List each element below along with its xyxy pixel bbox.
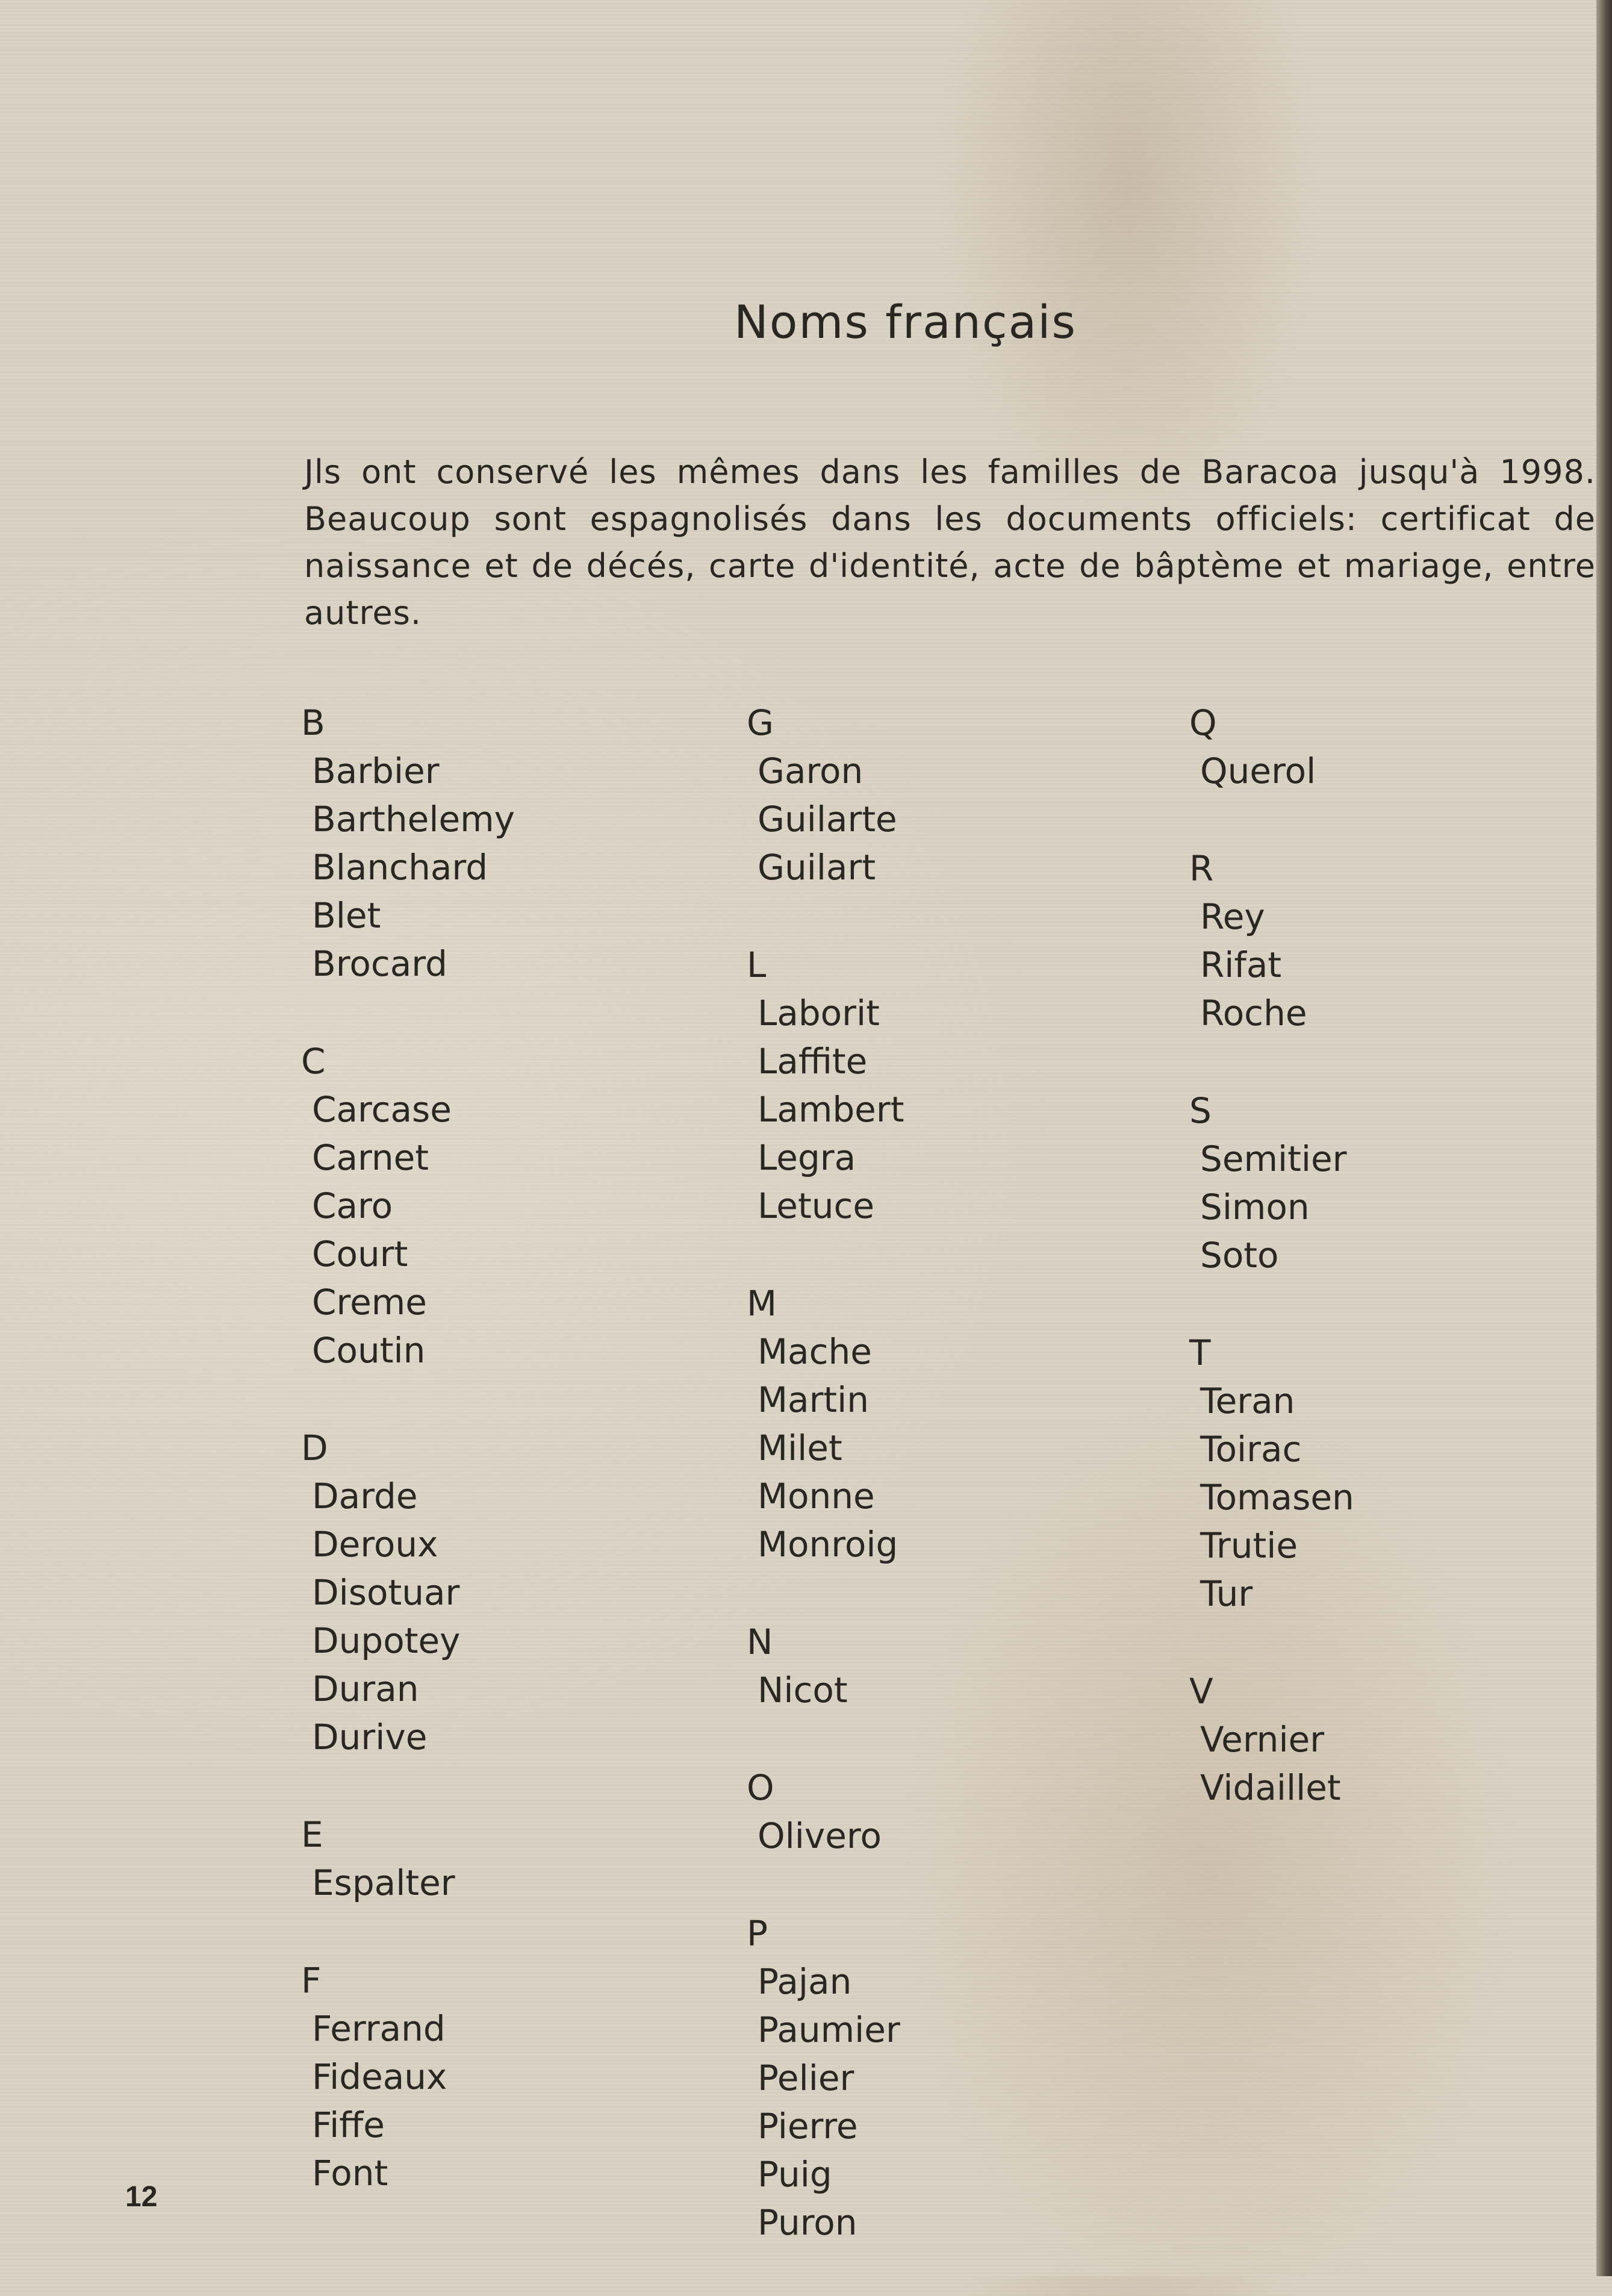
surname-entry: Ferrand — [312, 2008, 446, 2049]
surname-entry: Coutin — [312, 1330, 426, 1371]
surname-entry: Creme — [312, 1282, 427, 1323]
page-title: Noms français — [734, 295, 1077, 349]
surname-entry: Garon — [758, 750, 864, 791]
intro-paragraph: Jls ont conservé les mêmes dans les familles de Baracoa jusqu'à 1998. Beaucoup sont espagnolisés dans les documents officiels: certificat de naissance et de décés, carte d'identité, acte de bâptème et mariage, entre autres. — [304, 453, 1596, 632]
letter-group — [747, 1279, 904, 1568]
surname-entry: Monne — [758, 1476, 875, 1517]
surname-entry: Dupotey — [312, 1620, 461, 1661]
surname-entry: Paumier — [758, 2009, 900, 2050]
surname-entry: Legra — [758, 1137, 856, 1178]
surname-entry: Vidaillet — [1200, 1767, 1341, 1808]
surname-entry: Barbier — [312, 750, 440, 791]
surname-entry: Milet — [758, 1427, 842, 1468]
surname-entry: Semitier — [1200, 1138, 1347, 1179]
surname-entry: Blanchard — [312, 847, 488, 888]
surname-entry: Soto — [1200, 1235, 1279, 1276]
section-letter: O — [747, 1767, 774, 1808]
surname-entry: Fideaux — [312, 2056, 447, 2097]
names-column-2 — [747, 699, 904, 2296]
surname-entry: Teran — [1200, 1380, 1295, 1421]
letter-group — [747, 1909, 904, 2247]
section-letter: G — [747, 702, 774, 743]
letter-group — [747, 1764, 904, 1860]
surname-entry: Guilarte — [758, 799, 897, 840]
section-letter: S — [1189, 1090, 1212, 1131]
surname-entry: Fiffe — [312, 2104, 385, 2145]
section-letter: T — [1189, 1332, 1211, 1373]
surname-entry: Nicot — [758, 1670, 848, 1711]
surname-entry: Darde — [312, 1476, 418, 1517]
surname-entry: Barthelemy — [312, 799, 515, 840]
surname-entry: Rey — [1200, 896, 1265, 937]
section-letter: V — [1189, 1671, 1213, 1712]
surname-entry: Pierre — [758, 2106, 858, 2147]
page-number: 12 — [125, 2181, 158, 2213]
surname-entry: Font — [312, 2153, 388, 2194]
surname-entry: Laborit — [758, 993, 880, 1034]
surname-entry: Carnet — [312, 1137, 429, 1178]
letter-group — [1189, 1329, 1354, 1618]
surname-entry: Simon — [1200, 1187, 1310, 1228]
letter-group — [301, 1424, 515, 1761]
section-letter: D — [301, 1427, 328, 1468]
letter-group — [1189, 699, 1354, 795]
surname-entry: Rifat — [1200, 944, 1282, 985]
section-letter: B — [301, 702, 325, 743]
section-letter: N — [747, 1621, 773, 1662]
surname-entry: Olivero — [758, 1815, 882, 1856]
surname-entry: Espalter — [312, 1862, 455, 1903]
section-letter: E — [301, 1814, 323, 1855]
section-letter: R — [1189, 848, 1214, 889]
surname-entry: Letuce — [758, 1185, 875, 1226]
surname-entry: Mache — [758, 1331, 872, 1372]
names-column-1 — [301, 699, 515, 2247]
section-letter: Q — [1189, 702, 1217, 743]
surname-entry: Querol — [1200, 750, 1316, 791]
letter-group — [301, 699, 515, 988]
letter-group — [301, 1811, 515, 1907]
surname-entry: Carcase — [312, 1089, 452, 1130]
section-letter: P — [747, 1913, 768, 1954]
surname-entry: Disotuar — [312, 1572, 460, 1613]
surname-entry: Puron — [758, 2202, 857, 2243]
letter-group — [1189, 1667, 1354, 1812]
surname-entry: Puig — [758, 2154, 832, 2195]
letter-group — [301, 1037, 515, 1374]
names-column-3 — [1189, 699, 1354, 1861]
surname-entry: Toirac — [1200, 1429, 1302, 1470]
letter-group — [747, 1618, 904, 1714]
surname-entry: Durive — [312, 1717, 428, 1758]
surname-entry: Lambert — [758, 1089, 904, 1130]
surname-entry: Duran — [312, 1668, 419, 1709]
surname-entry: Laffite — [758, 1041, 868, 1082]
surname-entry: Trutie — [1200, 1525, 1298, 1566]
section-letter: L — [747, 944, 767, 985]
section-letter: C — [301, 1041, 326, 1082]
surname-entry: Pelier — [758, 2057, 854, 2098]
letter-group — [747, 699, 904, 891]
letter-group — [1189, 1087, 1354, 1279]
letter-group — [747, 941, 904, 1230]
surname-entry: Monroig — [758, 1524, 898, 1565]
surname-entry: Tomasen — [1200, 1477, 1354, 1518]
letter-group — [301, 1956, 515, 2197]
surname-entry: Blet — [312, 895, 381, 936]
surname-entry: Court — [312, 1234, 408, 1274]
section-letter: F — [301, 1960, 322, 2001]
surname-entry: Pajan — [758, 1961, 852, 2002]
surname-entry: Martin — [758, 1379, 870, 1420]
surname-entry: Guilart — [758, 847, 876, 888]
surname-entry: Brocard — [312, 943, 447, 984]
surname-entry: Vernier — [1200, 1719, 1325, 1760]
surname-entry: Tur — [1200, 1573, 1253, 1614]
surname-entry: Deroux — [312, 1524, 438, 1565]
surname-entry: Caro — [312, 1185, 393, 1226]
section-letter: M — [747, 1283, 777, 1324]
letter-group — [1189, 844, 1354, 1037]
surname-entry: Roche — [1200, 993, 1307, 1034]
